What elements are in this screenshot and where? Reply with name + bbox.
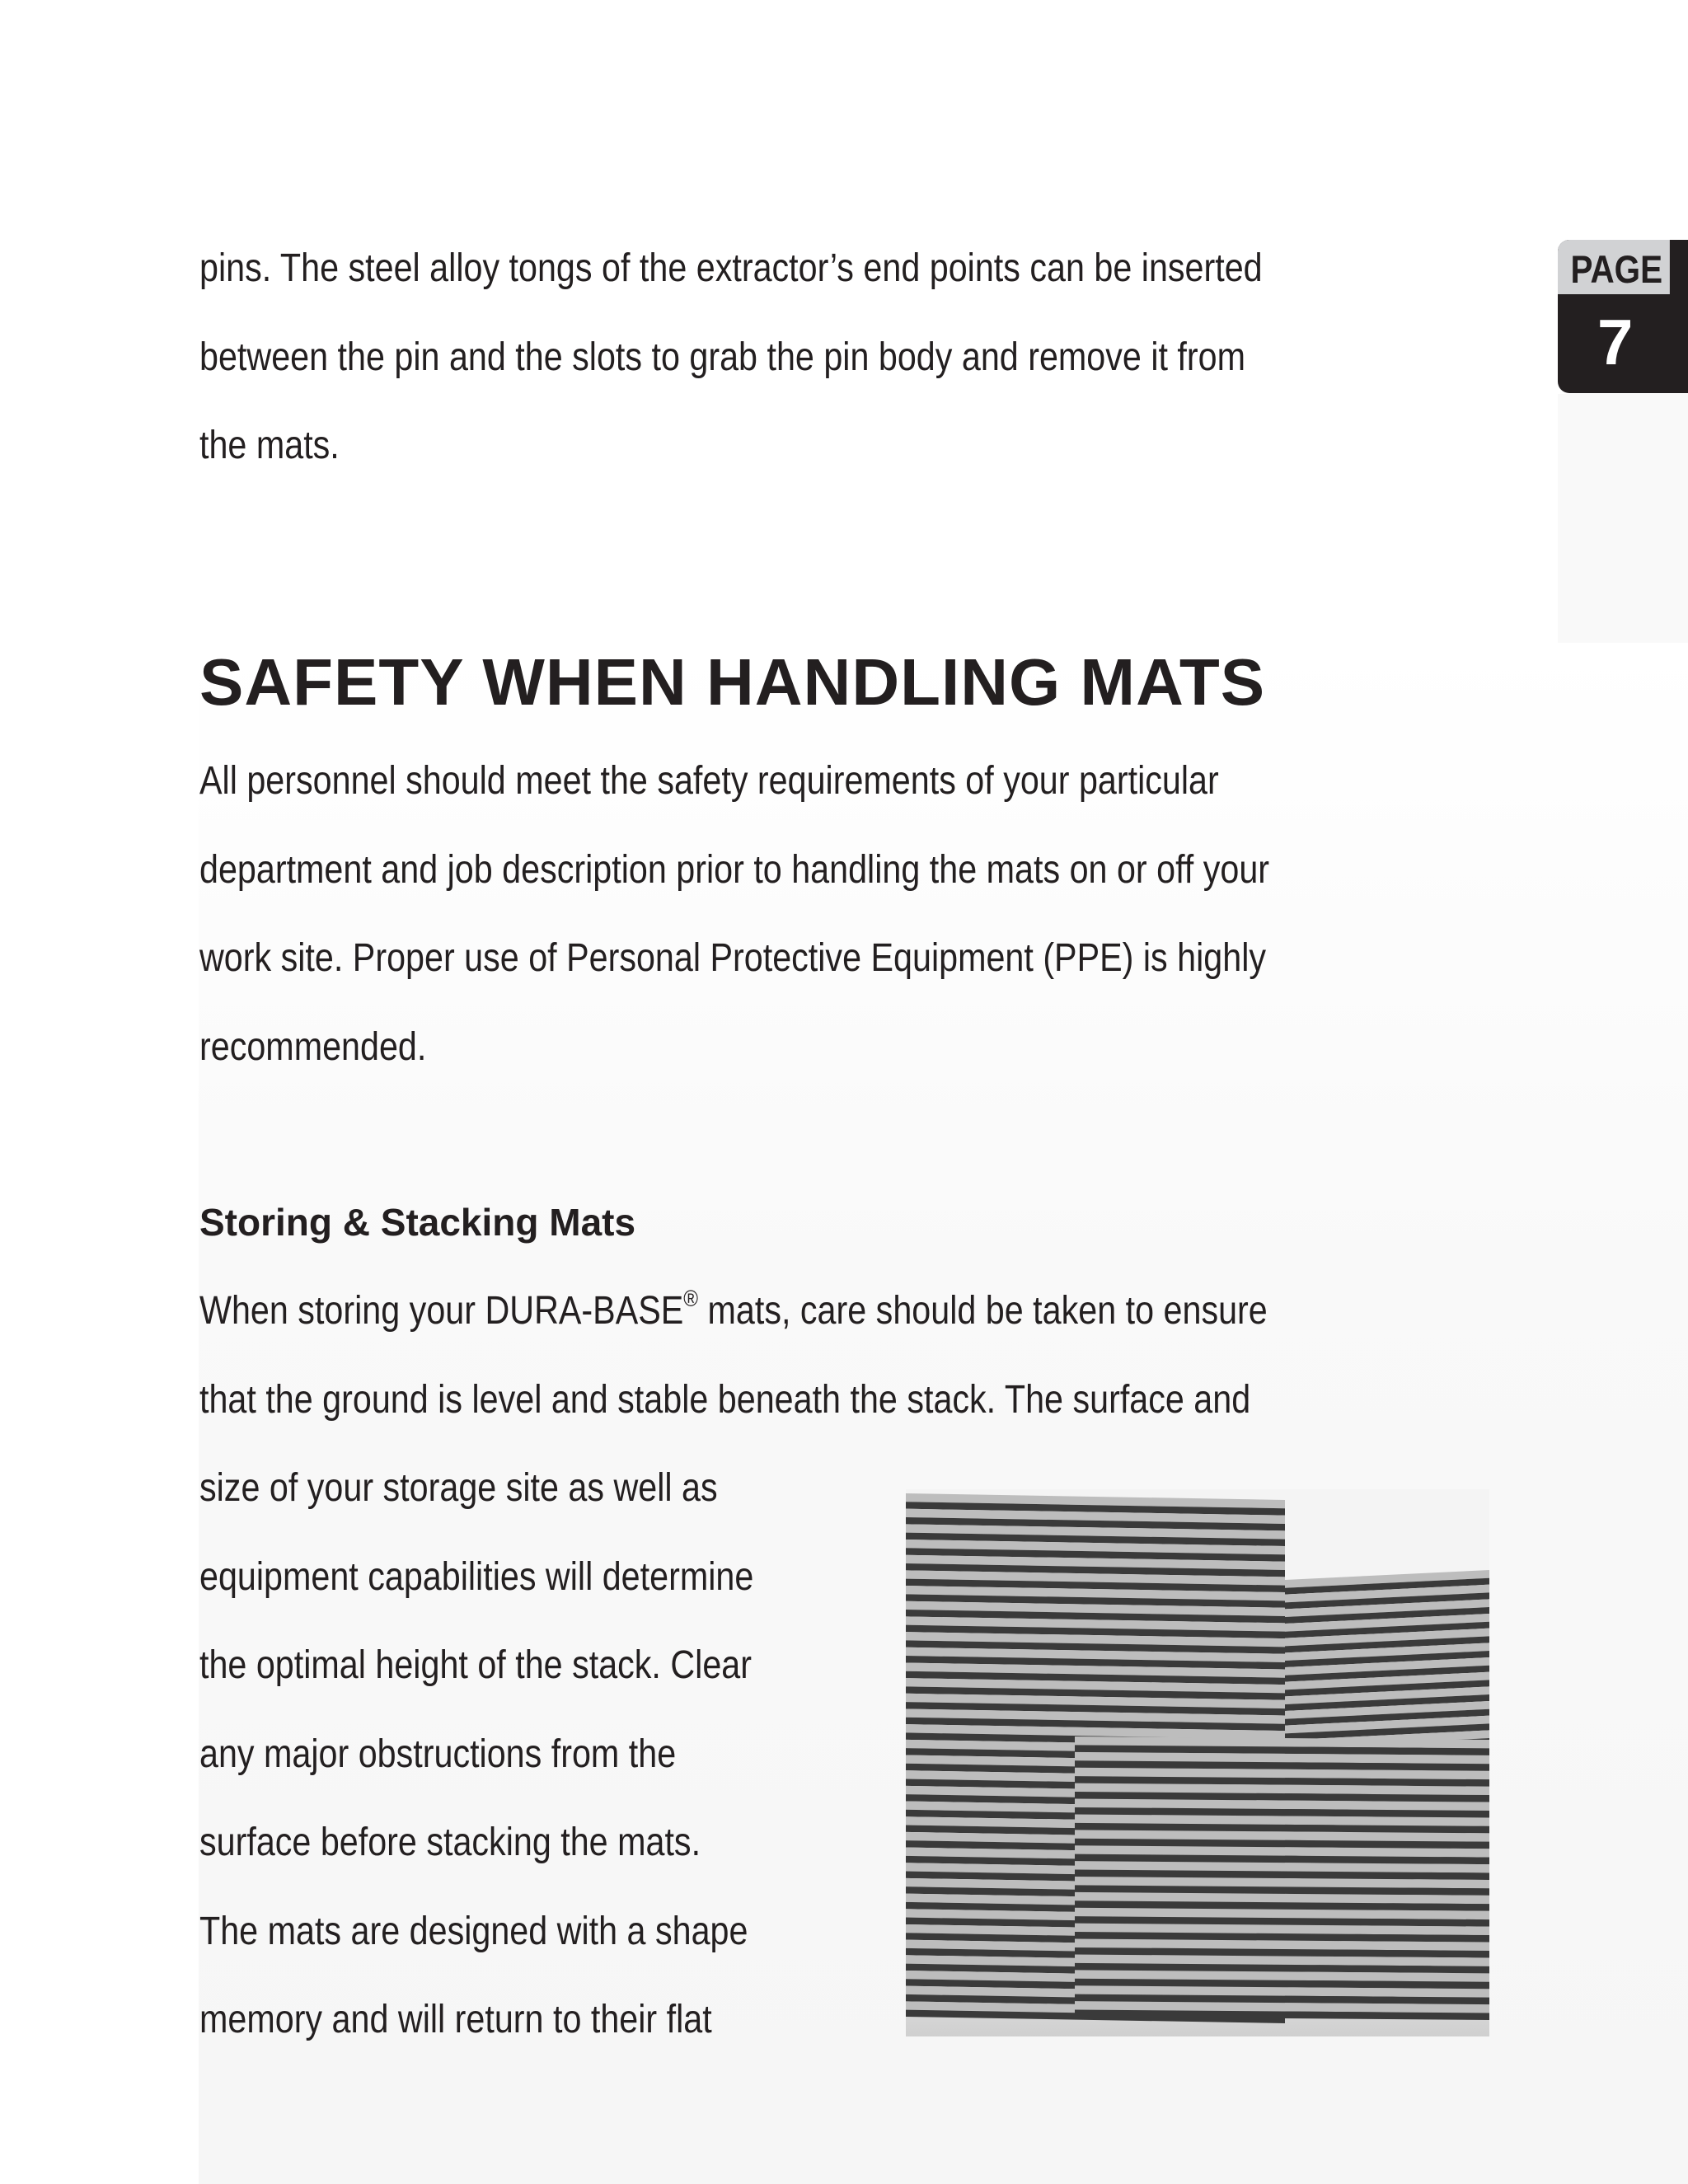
- subsection-heading: Storing & Stacking Mats: [199, 1201, 636, 1244]
- text-line: department and job description prior to handling the mats on or off your: [199, 847, 1270, 892]
- margin-shading: [1558, 394, 1688, 643]
- text-line: between the pin and the slots to grab the pin body and remove it from: [199, 335, 1245, 379]
- text-line: equipment capabilities will determine: [199, 1554, 754, 1599]
- text-line: pins. The steel alloy tongs of the extractor’s end points can be inserted: [199, 246, 1263, 290]
- text-line: recommended.: [199, 1024, 427, 1069]
- text-segment: When storing your DURA-BASE: [199, 1289, 684, 1333]
- page-tab-label: PAGE: [1558, 240, 1670, 294]
- text-line: The mats are designed with a shape: [199, 1909, 748, 1953]
- text-line: any major obstructions from the: [199, 1732, 677, 1776]
- text-line: the optimal height of the stack. Clear: [199, 1643, 753, 1687]
- text-line: [199, 1267, 1312, 1356]
- text-line: work site. Proper use of Personal Protective Equipment (PPE) is highly: [199, 936, 1267, 980]
- mat-stack-front: [1075, 1736, 1489, 2020]
- text-line: that the ground is level and stable beneath the stack. The surface and: [199, 1377, 1251, 1422]
- text-line: surface before stacking the mats.: [199, 1821, 701, 1864]
- stacked-mats-illustration: [906, 1489, 1489, 2036]
- page-number-tab: [1558, 240, 1688, 393]
- text-line: All personnel should meet the safety requirements of your particular: [199, 759, 1219, 803]
- text-segment: mats, care should be taken to ensure: [698, 1289, 1268, 1333]
- text-line: the mats.: [199, 424, 340, 467]
- registered-mark: ®: [683, 1286, 699, 1311]
- text-line: size of your storage site as well as: [199, 1466, 718, 1510]
- intro-paragraph: [199, 224, 1312, 490]
- safety-paragraph: [199, 737, 1312, 1091]
- page-tab-number: 7: [1597, 306, 1634, 378]
- section-heading: SAFETY WHEN HANDLING MATS: [199, 645, 1266, 719]
- stacked-mats-photo: [906, 1489, 1489, 2036]
- text-line: memory and will return to their flat: [199, 1998, 712, 2041]
